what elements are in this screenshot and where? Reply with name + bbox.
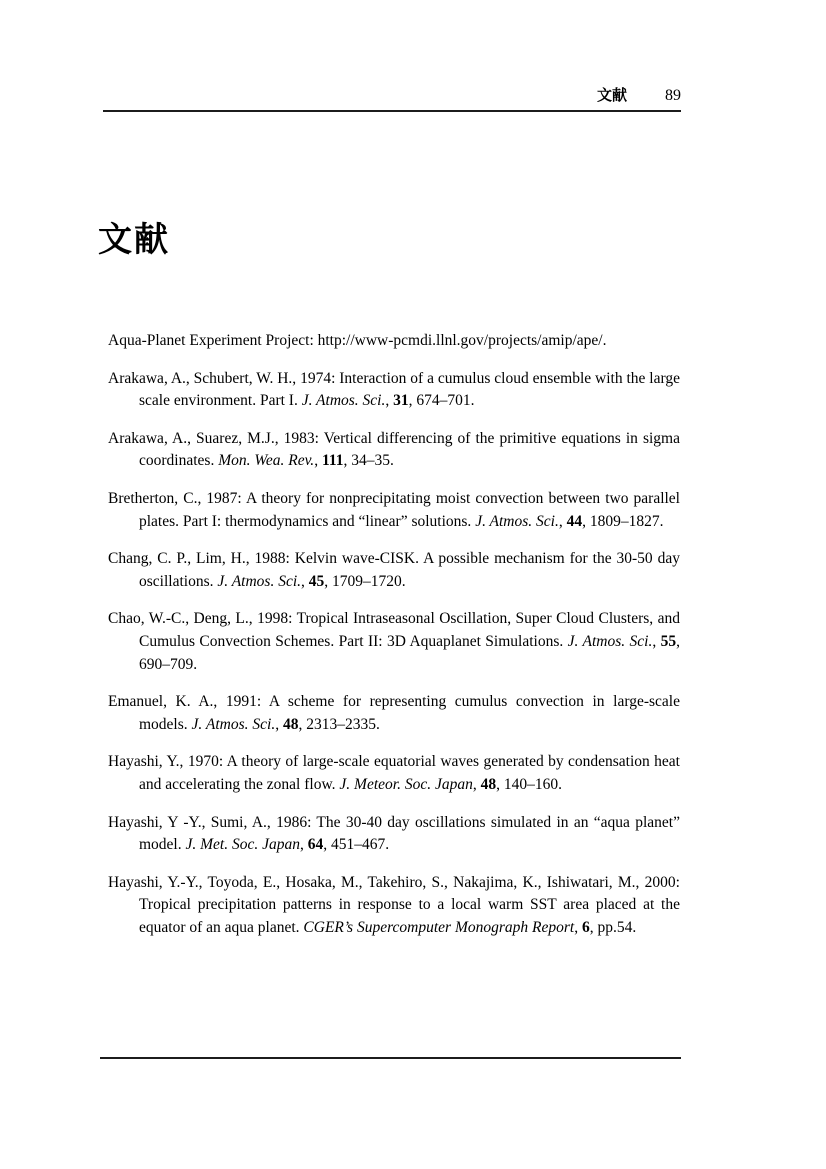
volume-number: 48 [480, 775, 497, 793]
reference-list [108, 330, 680, 939]
reference-text: Chang, C. P., Lim, H., 1988: Kelvin wave-CISK. A possible mechanism for the 30-50 day oscillations. [108, 550, 680, 590]
journal-name: J. Met. Soc. Japan [185, 836, 300, 854]
reference-text: , 674–701. [408, 392, 475, 410]
reference-text: , pp.54. [589, 918, 637, 936]
volume-number: 55 [660, 632, 677, 650]
reference-text: , 451–467. [323, 836, 390, 854]
reference-item [108, 368, 680, 413]
header-rule [103, 110, 681, 112]
reference-item [108, 488, 680, 533]
reference-item [108, 428, 680, 473]
journal-name: J. Atmos. Sci. [217, 572, 302, 590]
journal-name: J. Meteor. Soc. Japan [339, 775, 473, 793]
journal-name: Mon. Wea. Rev. [218, 452, 315, 470]
reference-text: Hayashi, Y.-Y., Toyoda, E., Hosaka, M., Takehiro, S., Nakajima, K., Ishiwatari, M., 2000: Tropical precipitation patterns in response to a local warm SST area placed at the equator of an aqua planet. [108, 873, 680, 936]
reference-text: , 34–35. [343, 452, 394, 470]
journal-name: J. Atmos. Sci. [475, 512, 559, 530]
reference-text: Aqua-Planet Experiment Project: http://www-pcmdi.llnl.gov/projects/amip/ape/. [108, 332, 607, 349]
reference-text: , 2313–2335. [298, 715, 380, 733]
volume-number: 48 [282, 715, 299, 733]
journal-name: CGER’s Supercomputer Monograph Report [303, 918, 575, 936]
reference-item [108, 872, 680, 940]
reference-text: Hayashi, Y -Y., Sumi, A., 1986: The 30-40 day oscillations simulated in an “aqua planet” model. [108, 813, 680, 854]
reference-text: , [558, 512, 567, 530]
journal-name: J. Atmos. Sci. [191, 715, 276, 733]
journal-name: J. Atmos. Sci. [301, 392, 386, 410]
reference-text: Emanuel, K. A., 1991: A scheme for representing cumulus convection in large-scale models. [108, 693, 680, 733]
volume-number: 111 [321, 452, 344, 470]
volume-number: 45 [308, 572, 325, 590]
reference-text: , [300, 836, 308, 854]
reference-item [108, 812, 680, 857]
reference-text: Chao, W.-C., Deng, L., 1998: Tropical Intraseasonal Oscillation, Super Cloud Clusters, and Cumulus Convection Schemes. Part II: 3D Aquaplanet Simulations. [108, 610, 680, 650]
reference-text: , [314, 452, 322, 470]
volume-number: 44 [566, 512, 583, 530]
reference-item [108, 608, 680, 676]
footer-rule [100, 1057, 681, 1059]
reference-text: , 1709–1720. [324, 572, 406, 590]
reference-item [108, 330, 680, 353]
reference-text: , [472, 775, 481, 793]
reference-text: , [574, 918, 582, 936]
reference-text: , 690–709. [139, 632, 680, 673]
reference-item [108, 548, 680, 593]
reference-text: , [652, 632, 661, 650]
reference-text: , 140–160. [496, 775, 562, 793]
reference-text: Arakawa, A., Schubert, W. H., 1974: Interaction of a cumulus cloud ensemble with the large scale environment. Part I. [108, 369, 680, 410]
reference-text: , [301, 572, 309, 590]
header-page-number: 89 [665, 87, 681, 104]
journal-name: J. Atmos. Sci. [567, 632, 653, 650]
reference-text: , [275, 715, 283, 733]
volume-number: 31 [393, 392, 409, 410]
reference-text: Hayashi, Y., 1970: A theory of large-scale equatorial waves generated by condensation heat and accelerating the zonal flow. [108, 753, 680, 793]
reference-text: Bretherton, C., 1987: A theory for nonprecipitating moist convection between two parallel plates. Part I: thermodynamics and “linear” solutions. [108, 489, 680, 530]
reference-item [108, 691, 680, 736]
volume-number: 64 [307, 836, 324, 854]
reference-text: , [385, 392, 394, 410]
header-section-label: 文献 [596, 86, 627, 104]
chapter-title: 文献 [98, 220, 170, 260]
reference-text: , 1809–1827. [582, 512, 664, 530]
volume-number: 6 [581, 918, 590, 936]
running-header [103, 84, 681, 107]
reference-item [108, 751, 680, 796]
reference-text: Arakawa, A., Suarez, M.J., 1983: Vertical differencing of the primitive equations in sigma coordinates. [108, 429, 680, 470]
